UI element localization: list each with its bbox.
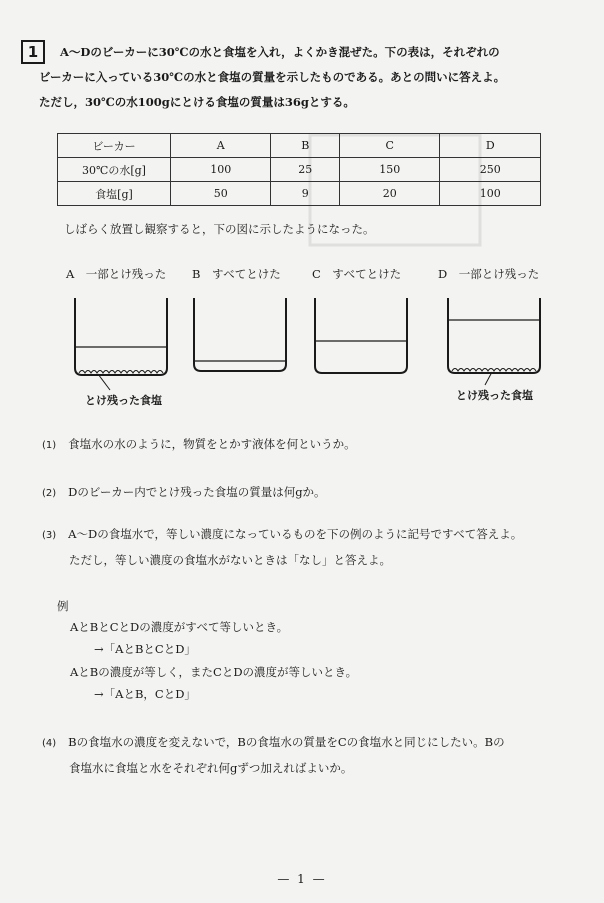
table-col-a: A (171, 134, 271, 158)
intro-line-3: ただし，30℃の水100gにとける食塩の質量は36gとする。 (39, 95, 355, 109)
question-2 (42, 480, 326, 506)
residue-d (452, 369, 536, 372)
question-3-line-2: ただし，等しい濃度の食塩水がないときは「なし」と答えよ。 (69, 553, 391, 567)
callout-d: とけ残った食塩 (456, 389, 533, 402)
table-row-salt (58, 182, 541, 206)
page-number: — 1 — (277, 872, 327, 886)
table-cell: 250 (440, 158, 541, 182)
data-table (57, 133, 541, 206)
table-row-label: 食塩[g] (58, 182, 171, 206)
question-number-box: 1 (21, 40, 45, 64)
beaker-label-b: B すべてとけた (192, 267, 281, 281)
table-col-b: B (271, 134, 340, 158)
table-cell: 150 (340, 158, 440, 182)
question-3-number: (3) (42, 530, 57, 541)
question-4-number: (4) (42, 738, 57, 749)
observation-text: しばらく放置し観察すると，下の図に示したようになった。 (64, 222, 375, 236)
question-1-text: 食塩水の水のように，物質をとかす液体を何というか。 (68, 437, 356, 451)
question-2-text: Dのビーカー内でとけ残った食塩の質量は何gか。 (68, 485, 326, 499)
beaker-c (315, 298, 407, 373)
residue-a (79, 371, 163, 374)
table-header-label: ビーカー (58, 134, 171, 158)
table-cell: 50 (171, 182, 271, 206)
question-2-number: (2) (42, 488, 57, 499)
example-case-2: AとBの濃度が等しく，またCとDの濃度が等しいとき。 (70, 665, 358, 679)
intro-line-2: ビーカーに入っている30℃の水と食塩の質量を示したものである。あとの問いに答えよ。 (39, 70, 506, 84)
example-case-1: AとBとCとDの濃度がすべて等しいとき。 (70, 620, 289, 634)
question-3-line-1: A～Dの食塩水で，等しい濃度になっているものを下の例のように記号ですべて答えよ。 (68, 527, 523, 541)
table-cell: 20 (340, 182, 440, 206)
beaker-label-a: A 一部とけ残った (66, 267, 167, 281)
intro-text (39, 40, 590, 115)
callout-a: とけ残った食塩 (85, 394, 162, 407)
table-cell: 25 (271, 158, 340, 182)
question-4-line-1: Bの食塩水の濃度を変えないで，Bの食塩水の質量をCの食塩水と同じにしたい。Bの (68, 735, 505, 749)
table-cell: 100 (440, 182, 541, 206)
example-title: 例 (57, 599, 69, 613)
table-row-water (58, 158, 541, 182)
beaker-label-d: D 一部とけ残った (438, 267, 540, 281)
table-row-label: 30℃の水[g] (58, 158, 171, 182)
question-4-line-2: 食塩水に食塩と水をそれぞれ何gずつ加えればよいか。 (69, 761, 353, 775)
beaker-d (448, 298, 540, 373)
question-3 (42, 522, 522, 573)
beaker-b (194, 298, 286, 371)
question-1-number: (1) (42, 440, 57, 451)
intro-line-1: A～Dのビーカーに30℃の水と食塩を入れ，よくかき混ぜた。下の表は，それぞれの (60, 45, 500, 59)
question-4 (42, 730, 505, 781)
example-answer-1: →「AとBとCとD」 (94, 642, 196, 656)
beaker-label-c: C すべてとけた (312, 267, 402, 281)
beaker-a (75, 298, 167, 375)
table-cell: 9 (271, 182, 340, 206)
table-col-c: C (340, 134, 440, 158)
table-col-d: D (440, 134, 541, 158)
question-1 (42, 432, 356, 458)
callout-a-leader (98, 374, 110, 390)
example-answer-2: →「AとB，CとD」 (94, 687, 196, 701)
table-cell: 100 (171, 158, 271, 182)
table-header-row (58, 134, 541, 158)
